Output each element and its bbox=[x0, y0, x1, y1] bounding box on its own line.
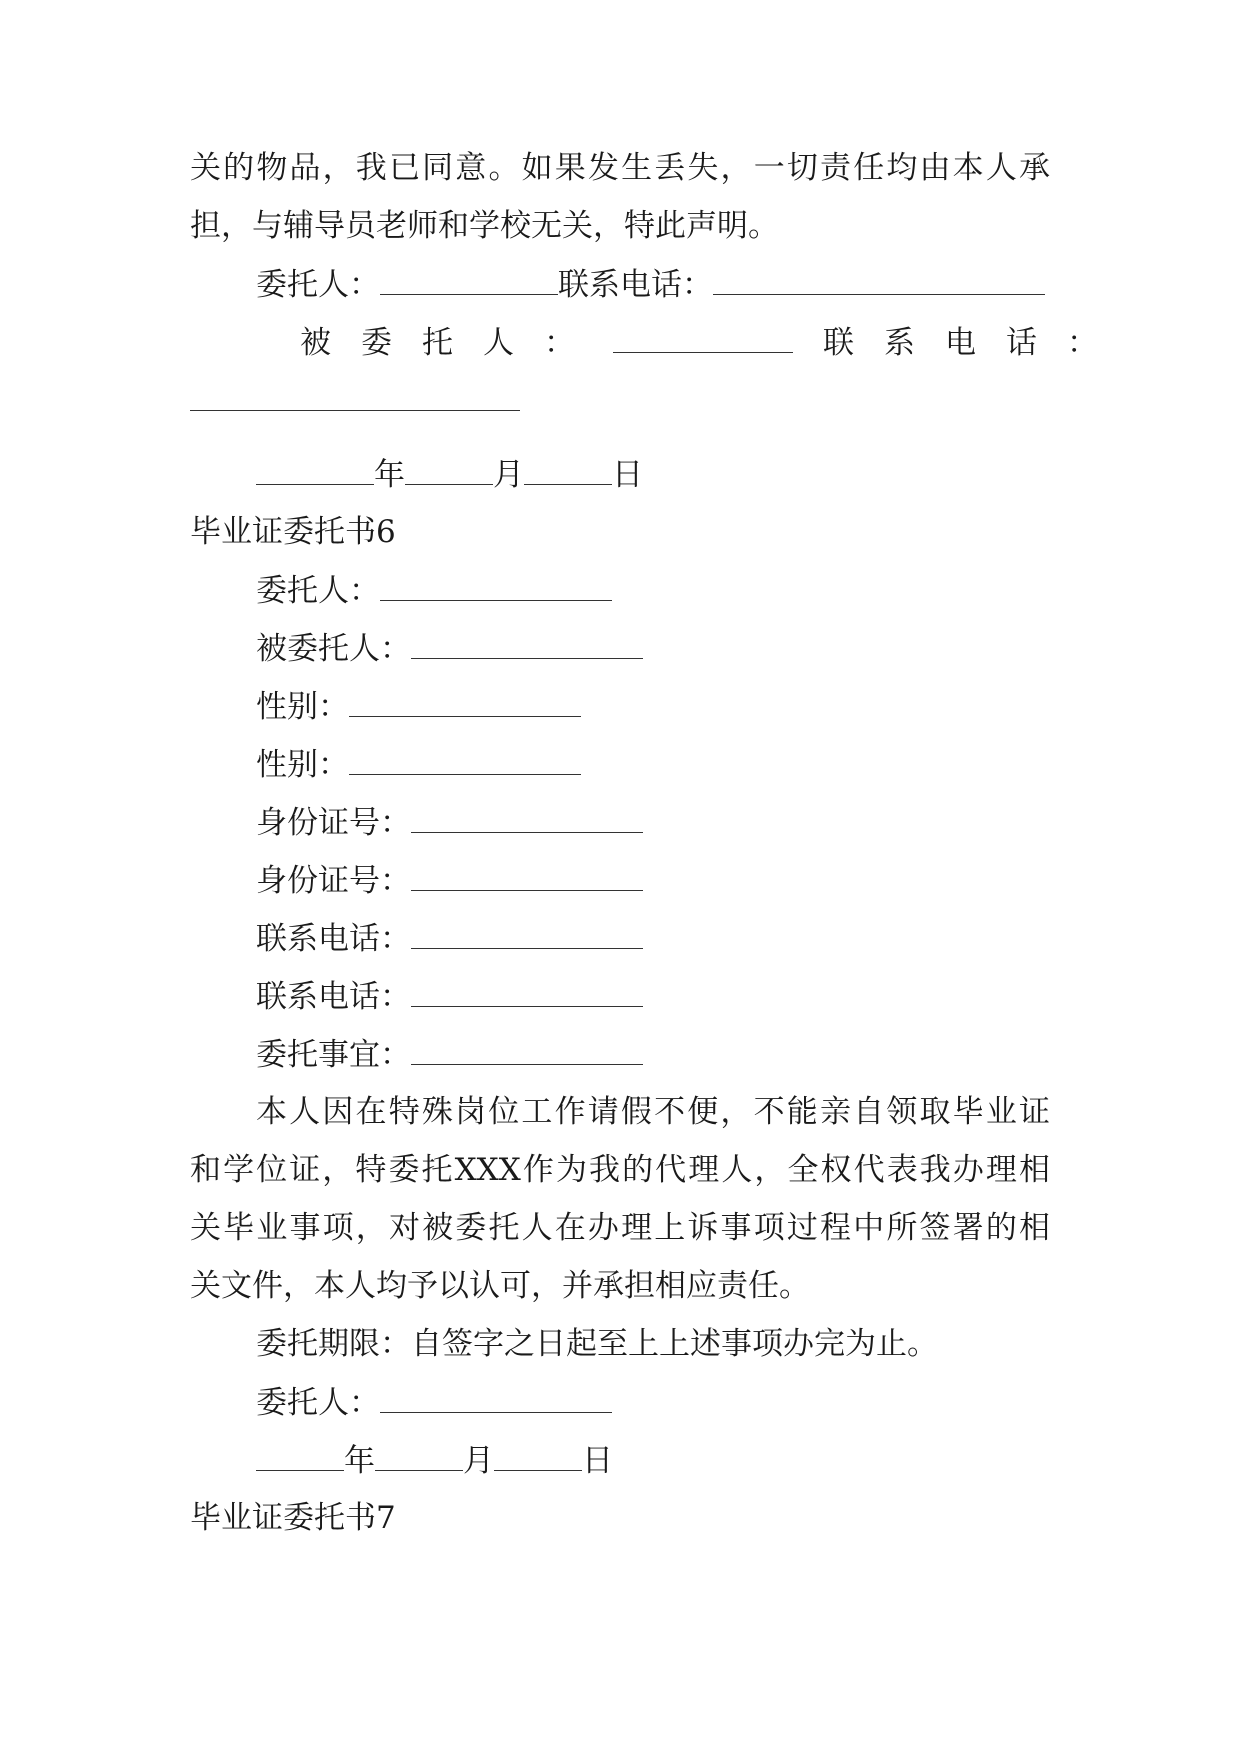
month-blank bbox=[375, 1440, 463, 1471]
paragraph-line: 担，与辅导员老师和学校无关，特此声明。 bbox=[190, 208, 779, 244]
field-blank bbox=[380, 570, 612, 601]
paragraph-line: 关毕业事项，对被委托人在办理上诉事项过程中所签署的相 bbox=[190, 1210, 1050, 1246]
year-label: 年 bbox=[344, 1443, 375, 1479]
day-blank bbox=[524, 454, 612, 485]
principal-blank bbox=[380, 1382, 612, 1413]
field-row bbox=[256, 802, 643, 843]
principal-blank bbox=[380, 264, 558, 295]
field-row bbox=[256, 860, 643, 901]
field-label: 联系电话： bbox=[256, 979, 411, 1015]
principal-phone-label: 联系电话： bbox=[558, 267, 713, 303]
field-label: 性别： bbox=[256, 689, 349, 725]
field-row bbox=[256, 686, 581, 727]
principal-phone-blank bbox=[713, 264, 1045, 295]
field-label: 身份证号： bbox=[256, 863, 411, 899]
day-label: 日 bbox=[582, 1443, 613, 1479]
field-label: 性别： bbox=[256, 747, 349, 783]
field-row bbox=[256, 976, 643, 1017]
field-blank bbox=[411, 802, 643, 833]
month-blank bbox=[405, 454, 493, 485]
field-label: 身份证号： bbox=[256, 805, 411, 841]
term-line: 委托期限：自签字之日起至上上述事项办完为止。 bbox=[256, 1326, 938, 1362]
field-blank bbox=[411, 918, 643, 949]
month-label: 月 bbox=[463, 1443, 494, 1479]
paragraph-line: 关文件，本人均予以认可，并承担相应责任。 bbox=[190, 1268, 810, 1304]
agent-phone-label: 联系电话： bbox=[823, 325, 1128, 361]
field-blank bbox=[349, 744, 581, 775]
signature-row bbox=[256, 264, 1045, 305]
field-row bbox=[256, 1382, 612, 1423]
year-label: 年 bbox=[374, 457, 405, 493]
field-blank bbox=[349, 686, 581, 717]
principal-label: 委托人： bbox=[256, 267, 380, 303]
paragraph-line: 关的物品，我已同意。如果发生丢失，一切责任均由本人承 bbox=[190, 150, 1050, 186]
field-label: 被委托人： bbox=[256, 631, 411, 667]
day-blank bbox=[494, 1440, 582, 1471]
agent-signature-row bbox=[300, 322, 1128, 363]
section-title: 毕业证委托书7 bbox=[190, 1500, 396, 1536]
field-blank bbox=[411, 976, 643, 1007]
field-row bbox=[256, 1034, 643, 1075]
month-label: 月 bbox=[493, 457, 524, 493]
field-label: 联系电话： bbox=[256, 921, 411, 957]
date-row bbox=[256, 1440, 613, 1481]
agent-phone-blank bbox=[190, 380, 520, 411]
principal-label: 委托人： bbox=[256, 1385, 380, 1421]
paragraph-line: 和学位证，特委托XXX作为我的代理人，全权代表我办理相 bbox=[190, 1152, 1050, 1188]
date-row bbox=[256, 454, 643, 495]
field-row bbox=[256, 744, 581, 785]
paragraph-line: 本人因在特殊岗位工作请假不便，不能亲自领取毕业证 bbox=[256, 1094, 1050, 1130]
field-row bbox=[256, 628, 643, 669]
year-blank bbox=[256, 1440, 344, 1471]
field-row bbox=[256, 570, 612, 611]
field-blank bbox=[411, 628, 643, 659]
agent-label: 被委托人： bbox=[300, 325, 605, 361]
field-blank bbox=[411, 1034, 643, 1065]
field-blank bbox=[411, 860, 643, 891]
agent-phone-row bbox=[190, 380, 520, 421]
agent-blank bbox=[613, 322, 793, 353]
field-label: 委托人： bbox=[256, 573, 380, 609]
field-row bbox=[256, 918, 643, 959]
day-label: 日 bbox=[612, 457, 643, 493]
year-blank bbox=[256, 454, 374, 485]
field-label: 委托事宜： bbox=[256, 1037, 411, 1073]
section-title: 毕业证委托书6 bbox=[190, 514, 396, 550]
